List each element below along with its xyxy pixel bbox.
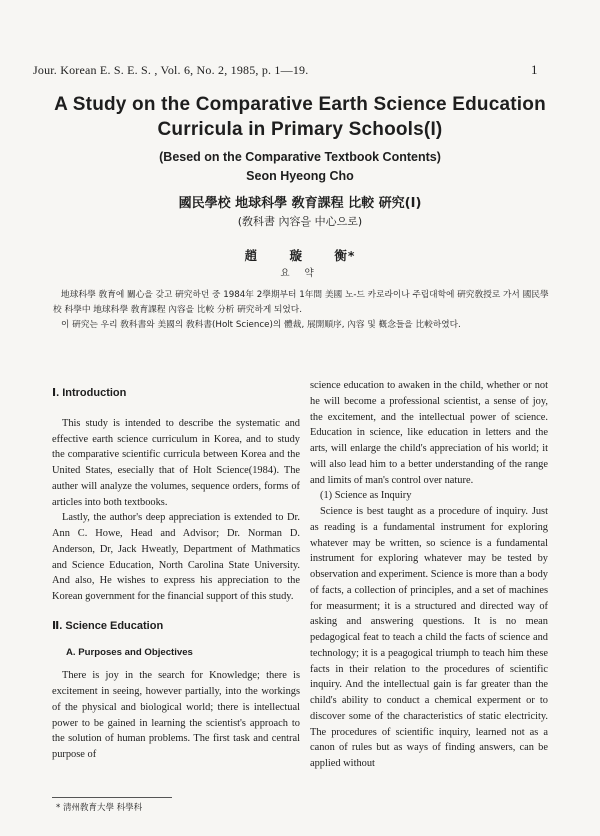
body-paragraph: This study is intended to describe the systematic and effective earth science curriculum in Korea, and to study the comparative scientific curricula between Korea and the United States, esecially that of Holt Science(1984). The auther will analyze the volumes, sequence orders, forms of articles into both textbooks. bbox=[52, 417, 300, 508]
abstract-paragraph: 이 硏究는 우리 敎科書와 美國의 敎科書(Holt Science)의 體裁, 展開順序, 內容 및 槪念들을 比較하였다. bbox=[61, 320, 461, 330]
left-column bbox=[52, 378, 300, 763]
right-column bbox=[310, 378, 548, 772]
footnote: * 淸州敎育大學 科學科 bbox=[56, 803, 143, 813]
author-name: Seon Hyeong Cho bbox=[246, 169, 354, 183]
paper-subtitle: (Besed on the Comparative Textbook Contents) bbox=[159, 150, 441, 164]
page-number: 1 bbox=[531, 62, 538, 77]
list-item-heading: (1) Science as Inquiry bbox=[320, 490, 412, 502]
paper-title bbox=[40, 92, 560, 142]
paper-title-line1: A Study on the Comparative Earth Science Education bbox=[54, 94, 546, 115]
section-heading-introduction: Ⅰ. Introduction bbox=[52, 387, 127, 399]
abstract-paragraph: 地球科學 敎育에 關心을 갖고 硏究하던 중 1984年 2學期부터 1年間 美國 노-드 카로라이나 주립대학에 硏究敎授로 가서 國民學校 科學中 地球科學 敎育課程 內容을 比較 分析 硏究하게 되었다. bbox=[53, 290, 549, 315]
paper-title-line2: Curricula in Primary Schools(I) bbox=[157, 119, 443, 140]
body-paragraph: Science is best taught as a procedure of inquiry. Just as reading is a fundamental instrument for exploring whatever may be written, so science is a fundamental instrument for exploring whatever may be tested by observation and experiment. Science is more than a body of facts, a collection of principles, and a set of machines for measurment; it is a structured and directed way of asking and answering questions. It is no mean pedagogical feat to teach a child the facts of science and technology; it is a peagogical triumph to teach him these facts in their relation to the procedures of scientific inquiry. And the intellectual gain is far greater than the child's ability to conduct a chemical experment or to discover some of the characteristics of static electricity. The procedures of scientific inquiry, learned not as a canon of rules but as ways of finding answers, can be applied without bbox=[310, 506, 548, 769]
body-paragraph: science education to awaken in the child, whether or not he will become a professional scientist, a sense of joy, the excitement, and the intellectual power of science. Education in science, like education in letters and the arts, will enlarge the child's appreciation of his world; it will also lead him to a better understanding of the range and limits of man's control over nature. bbox=[310, 380, 548, 486]
section-heading-science-education: Ⅱ. Science Education bbox=[52, 619, 164, 632]
footnote-divider bbox=[52, 797, 172, 798]
paper-subtitle-block bbox=[40, 148, 560, 186]
journal-citation: Jour. Korean E. S. E. S. , Vol. 6, No. 2, 1985, p. 1—19. bbox=[33, 63, 309, 77]
body-paragraph: There is joy in the search for Knowledge; there is excitement in seeing, however partially, into the workings of the physical and biological world; there is intellectual power to be gained in learning the scientist's approach to the solution of human problems. The first task and central purpose of bbox=[52, 670, 300, 760]
korean-subtitle: (敎科書 內容을 中心으로) bbox=[237, 215, 363, 228]
abstract bbox=[53, 288, 551, 333]
body-paragraph: Lastly, the author's deep appreciation is extended to Dr. Ann C. Howe, Head and Advisor; Dr. Norman D. Anderson, Dr, Jack Hweatly, Department of Mathmatics and Science Education, North Carolina State University. And also, He wishes to express his appreciation to the Korean government for the financial support of this study. bbox=[52, 512, 300, 602]
korean-title: 國民學校 地球科學 敎育課程 比較 硏究(Ⅰ) bbox=[178, 196, 422, 211]
subsection-heading: A. Purposes and Objectives bbox=[66, 646, 193, 658]
korean-author-name: 趙 璇 衡* bbox=[244, 248, 356, 263]
abstract-heading: 요 약 bbox=[280, 268, 320, 279]
